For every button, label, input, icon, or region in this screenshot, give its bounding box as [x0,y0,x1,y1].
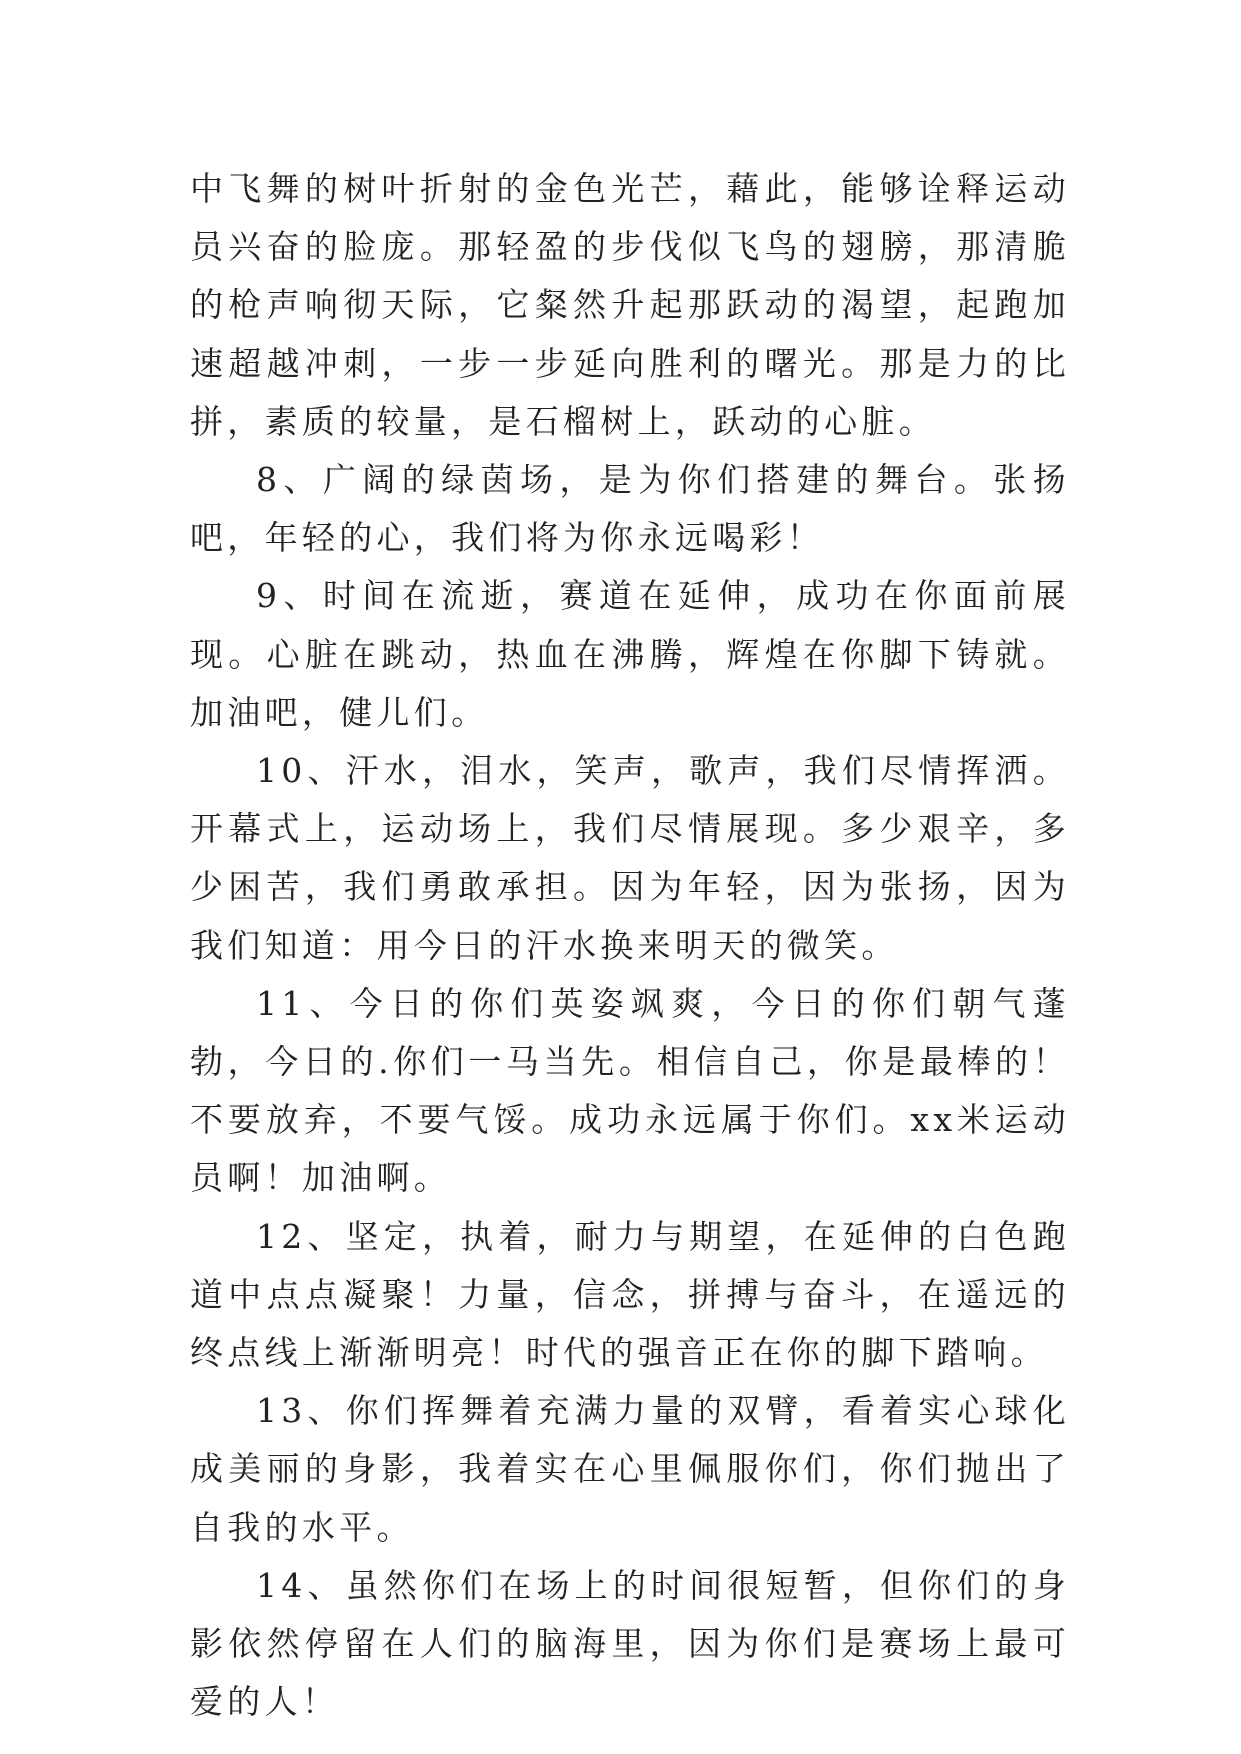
paragraph-continuation: 中飞舞的树叶折射的金色光芒，藉此，能够诠释运动员兴奋的脸庞。那轻盈的步伐似飞鸟的翅膀，那清脆的枪声响彻天际，它粲然升起那跃动的渴望，起跑加速超越冲刺，一步一步延向胜利的曙光。那是力的比拼，素质的较量，是石榴树上，跃动的心脏。 [190,169,1070,441]
paragraph-item-13: 13、你们挥舞着充满力量的双臂，看着实心球化成美丽的身影，我着实在心里佩服你们，你们抛出了自我的水平。 [190,1391,1070,1547]
document-body [190,160,1070,1731]
paragraph-item-14: 14、虽然你们在场上的时间很短暂，但你们的身影依然停留在人们的脑海里，因为你们是赛场上最可爱的人！ [190,1565,1070,1722]
paragraph-item-11: 11、今日的你们英姿飒爽，今日的你们朝气蓬勃，今日的.你们一马当先。相信自己，你是最棒的！不要放弃，不要气馁。成功永远属于你们。xx米运动员啊！加油啊。 [190,983,1070,1198]
paragraph-item-8: 8、广阔的绿茵场，是为你们搭建的舞台。张扬吧，年轻的心，我们将为你永远喝彩！ [190,460,1070,558]
paragraph-item-9: 9、时间在流逝，赛道在延伸，成功在你面前展现。心脏在跳动，热血在沸腾，辉煌在你脚下铸就。加油吧，健儿们。 [190,576,1070,732]
paragraph-item-12: 12、坚定，执着，耐力与期望，在延伸的白色跑道中点点凝聚！力量，信念，拼搏与奋斗，在遥远的终点线上渐渐明亮！时代的强音正在你的脚下踏响。 [190,1216,1070,1373]
paragraph-item-10: 10、汗水，泪水，笑声，歌声，我们尽情挥洒。开幕式上，运动场上，我们尽情展现。多少艰辛，多少困苦，我们勇敢承担。因为年轻，因为张扬，因为我们知道：用今日的汗水换来明天的微笑。 [190,751,1070,965]
